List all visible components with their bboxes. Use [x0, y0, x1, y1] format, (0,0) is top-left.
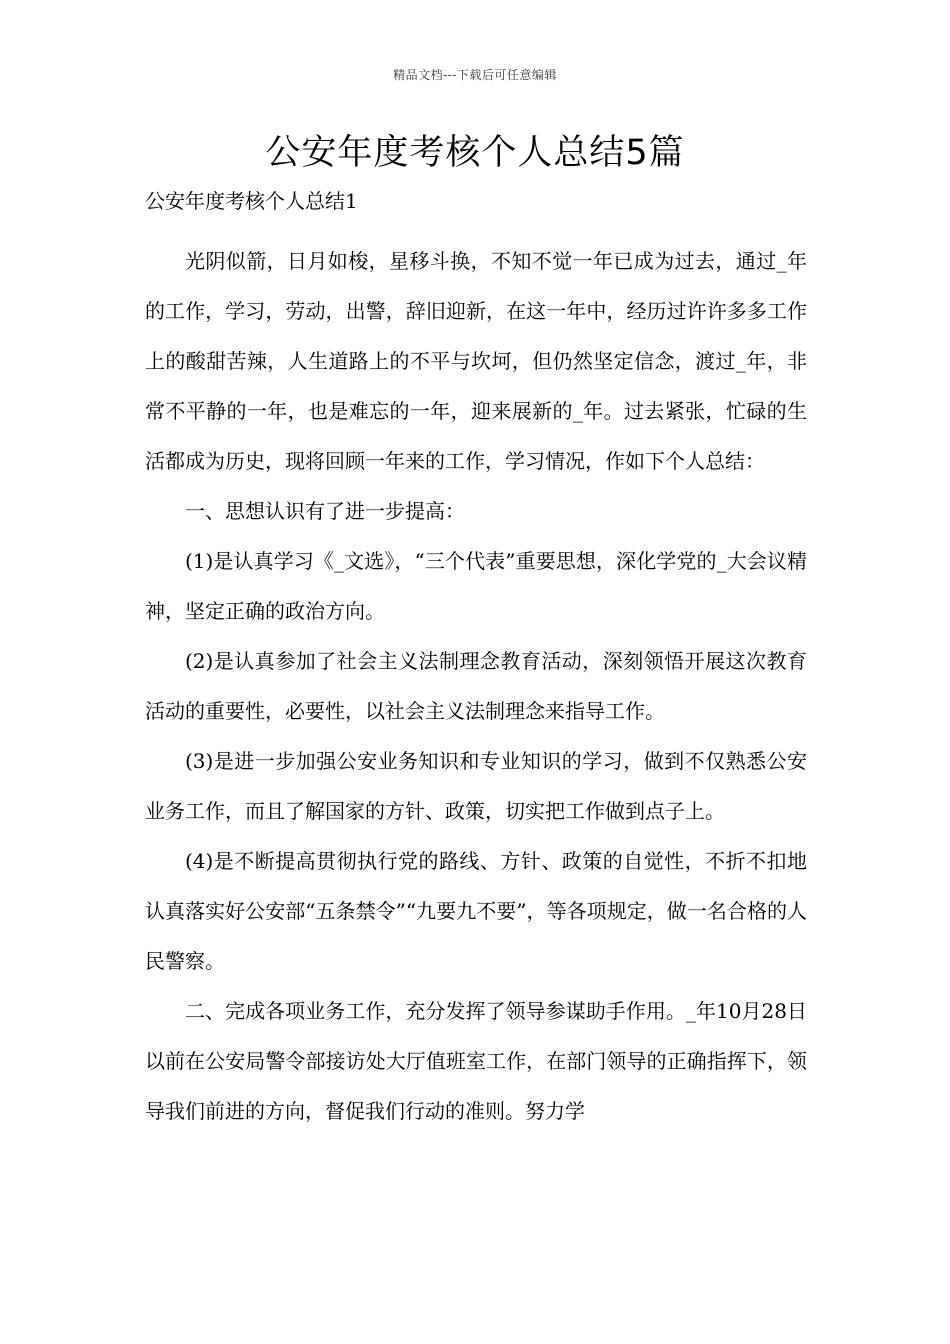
document-title: 公安年度考核个人总结5篇: [265, 133, 685, 173]
section-subtitle: 公安年度考核个人总结1: [145, 189, 358, 213]
paragraph-item-3: (3)是进一步加强公安业务知识和专业知识的学习，做到不仅熟悉公安业务工作，而且了解国家的方针、政策，切实把工作做到点子上。: [145, 749, 807, 823]
paragraph-section-2: 二、完成各项业务工作，充分发挥了领导参谋助手作用。_年10月28日以前在公安局警令部接访处大厅值班室工作，在部门领导的正确指挥下，领导我们前进的方向，督促我们行动的准则。努力学: [145, 999, 807, 1123]
header-note: 精品文档---下载后可任意编辑: [393, 68, 557, 82]
paragraph-intro: 光阴似箭，日月如梭，星移斗换，不知不觉一年已成为过去，通过_年的工作，学习，劳动，出警，辞旧迎新，在这一年中，经历过许许多多工作上的酸甜苦辣，人生道路上的不平与坎坷，但仍然坚定信念，渡过_年，非常不平静的一年，也是难忘的一年，迎来展新的_年。过去紧张，忙碌的生活都成为历史，现将回顾一年来的工作，学习情况，作如下个人总结：: [145, 249, 807, 473]
paragraph-item-4: (4)是不断提高贯彻执行党的路线、方针、政策的自觉性，不折不扣地认真落实好公安部“五条禁令”“九要九不要”，等各项规定，做一名合格的人民警察。: [145, 849, 807, 973]
paragraph-item-1: (1)是认真学习《_文选》，“三个代表”重要思想，深化学党的_大会议精神，坚定正确的政治方向。: [145, 549, 807, 623]
paragraph-item-2: (2)是认真参加了社会主义法制理念教育活动，深刻领悟开展这次教育活动的重要性，必要性，以社会主义法制理念来指导工作。: [145, 649, 807, 723]
paragraph-section-1-heading: 一、思想认识有了进一步提高：: [185, 499, 465, 523]
document-body: [145, 236, 807, 1136]
